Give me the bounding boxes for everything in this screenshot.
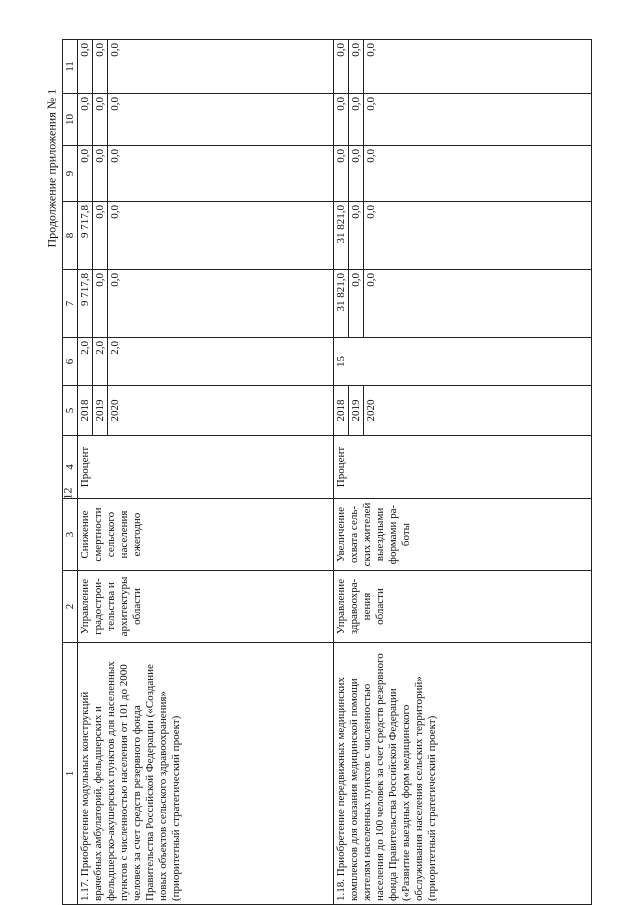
- header-cell: 7: [63, 270, 78, 338]
- value: 0,0: [109, 97, 121, 111]
- value: 0,0: [109, 149, 121, 163]
- table-row: [78, 40, 334, 905]
- value: 0,0: [365, 149, 377, 163]
- value: 0,0: [365, 43, 377, 57]
- years-cell: [334, 386, 592, 436]
- value: 9 717,8: [78, 202, 93, 269]
- value: 0,0: [349, 146, 364, 201]
- table-row: [334, 40, 592, 905]
- header-cell: 2: [63, 571, 78, 643]
- unit-cell: Процент: [334, 436, 592, 499]
- year-value: 2019: [93, 386, 108, 435]
- value: 0,0: [349, 270, 364, 337]
- value: 0,0: [93, 146, 108, 201]
- value: 0,0: [334, 94, 349, 145]
- executor-cell: Управление здравоохра-нения области: [334, 571, 592, 643]
- header-cell: 10: [63, 94, 78, 146]
- value: 2,0: [78, 338, 93, 385]
- value: 0,0: [109, 273, 121, 287]
- value: 0,0: [365, 97, 377, 111]
- year-value: 2019: [349, 386, 364, 435]
- continuation-header: Продолжение приложения № 1: [44, 88, 59, 248]
- unit-cell: Процент: [78, 436, 334, 499]
- year-value: 2018: [334, 386, 349, 435]
- col7-cell: [78, 270, 334, 338]
- col8-cell: [334, 202, 592, 270]
- header-cell: 5: [63, 386, 78, 436]
- value: 0,0: [349, 40, 364, 93]
- year-value: 2020: [109, 399, 121, 422]
- col6-cell: [78, 338, 334, 386]
- indicator-cell: Снижение смертности сельского населения ежегодно: [78, 499, 334, 571]
- value: 15: [335, 356, 347, 367]
- measure-cell: 1.18. Приобретение передвижных медицинских комплексов для оказания медицинской помощи жителям населенных пунктов с численностью населения до 100 человек за счет средств резервного фонда Правительства Российской Федерации («Развитие выездных форм медицинского обслуживания населения сельских территорий» (приоритетный стратегический проект): [334, 643, 592, 905]
- col7-cell: [334, 270, 592, 338]
- header-cell: 4: [63, 436, 78, 499]
- value: 0,0: [365, 205, 377, 219]
- header-row: [63, 40, 78, 905]
- measure-cell: 1.17. Приобретение модульных конструкций врачебных амбулаторий, фельдшерских и фельдшерско-акушерских пунктов для населенных пунктов с численностью населения от 101 до 2000 человек за счет средств резервного фонда Правительства Российской Федерации («Создание новых объектов сельского здравоохранения» (приоритетный стратегический проект): [78, 643, 334, 905]
- executor-cell: Управление градострои-тельства и архитектуры области: [78, 571, 334, 643]
- value: 0,0: [334, 146, 349, 201]
- value: 9 717,8: [78, 270, 93, 337]
- rotated-table-container: [62, 40, 592, 905]
- col9-cell: [334, 146, 592, 202]
- col11-cell: [334, 40, 592, 94]
- col8-cell: [78, 202, 334, 270]
- value: 0,0: [365, 273, 377, 287]
- value: 0,0: [93, 94, 108, 145]
- header-cell: 6: [63, 338, 78, 386]
- value: 0,0: [78, 146, 93, 201]
- col11-cell: [78, 40, 334, 94]
- value: 0,0: [93, 40, 108, 93]
- page-number: 12: [60, 487, 75, 500]
- value: 31 821,0: [334, 270, 349, 337]
- indicator-cell: Увеличение охвата сель-ских жителей выездными формами ра-боты: [334, 499, 592, 571]
- header-cell: 9: [63, 146, 78, 202]
- value: 2,0: [109, 341, 121, 355]
- value: 0,0: [334, 40, 349, 93]
- data-table: [62, 39, 592, 905]
- value: 0,0: [109, 43, 121, 57]
- header-cell: 1: [63, 643, 78, 905]
- header-cell: 8: [63, 202, 78, 270]
- value: 0,0: [349, 94, 364, 145]
- col10-cell: [334, 94, 592, 146]
- value: 0,0: [78, 94, 93, 145]
- header-cell: 3: [63, 499, 78, 571]
- value: 2,0: [93, 338, 108, 385]
- col6-cell: [334, 338, 592, 386]
- year-value: 2018: [78, 386, 93, 435]
- value: 0,0: [93, 270, 108, 337]
- col10-cell: [78, 94, 334, 146]
- col9-cell: [78, 146, 334, 202]
- value: 0,0: [78, 40, 93, 93]
- value: 31 821,0: [334, 202, 349, 269]
- header-cell: 11: [63, 40, 78, 94]
- year-value: 2020: [365, 399, 377, 422]
- value: 0,0: [93, 202, 108, 269]
- value: 0,0: [109, 205, 121, 219]
- value: 0,0: [349, 202, 364, 269]
- years-cell: [78, 386, 334, 436]
